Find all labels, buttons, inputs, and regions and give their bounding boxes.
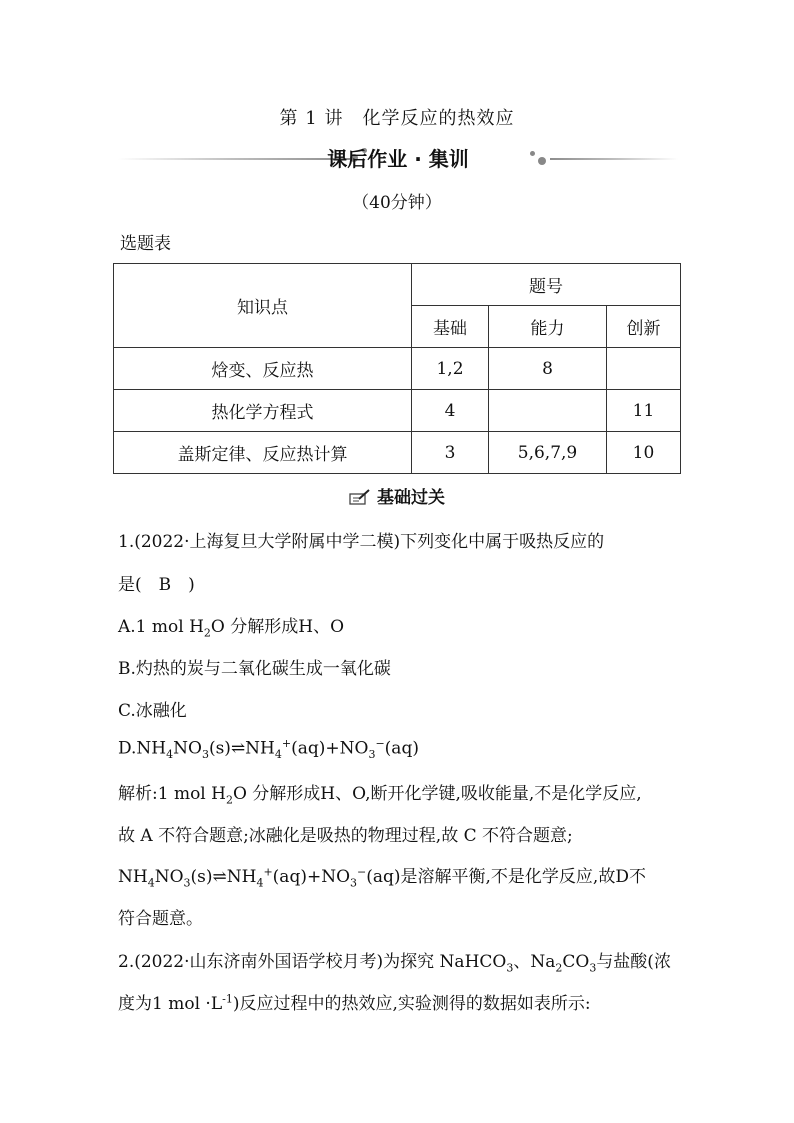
q1-stem-line2: 是( B ) xyxy=(118,575,195,595)
innovation-cell: 10 xyxy=(607,432,681,474)
section-heading xyxy=(0,483,794,508)
q1-option-d[interactable]: $D.NH_4NO_3(s)\rightleftharpoons NH_4^+(aq)+NO_3^-(aq)$ xyxy=(118,737,419,762)
q1-option-b[interactable]: B.灼热的炭与二氧化碳生成一氧化碳 xyxy=(118,659,391,679)
basic-cell: 3 xyxy=(412,432,489,474)
q1-analysis-line3: $NH_4NO_3(s)\rightleftharpoons NH_4^+(aq)+NO_3^-(aq)$是溶解平衡,不是化学反应,故D不 xyxy=(118,865,646,890)
q2-stem-line2: 度为1 mol $\cdot L^{-1}$)反应过程中的热效应,实验测得的数据如表所示: xyxy=(118,992,591,1014)
level-header-innovation: 创新 xyxy=(607,306,681,348)
table-row xyxy=(114,348,681,390)
level-header-ability: 能力 xyxy=(489,306,607,348)
q1-option-c[interactable]: C.冰融化 xyxy=(118,701,187,721)
topic-cell: 盖斯定律、反应热计算 xyxy=(114,432,412,474)
ability-cell: 8 xyxy=(489,348,607,390)
banner-dot-icon xyxy=(538,157,546,165)
pencil-note-icon xyxy=(349,489,371,505)
topic-cell: 焓变、反应热 xyxy=(114,348,412,390)
q1-answer: B xyxy=(158,575,172,595)
q2-stem-line1: 2.(2022·山东济南外国语学校月考)为探究 NaHCO$_3$、$Na_2CO_3$与盐酸(浓 xyxy=(118,952,671,975)
basic-cell: 1,2 xyxy=(412,348,489,390)
q1-stem-line1: 1.(2022·上海复旦大学附属中学二模)下列变化中属于吸热反应的 xyxy=(118,532,605,552)
table-row xyxy=(114,432,681,474)
homework-banner xyxy=(118,145,678,173)
q1-analysis-line2: 故 A 不符合题意;冰融化是吸热的物理过程,故 C 不符合题意; xyxy=(118,826,573,846)
knowledge-header: 知识点 xyxy=(114,264,412,348)
selection-table-label: 选题表 xyxy=(120,234,171,254)
table-row xyxy=(114,390,681,432)
q1-option-a[interactable]: A.1 mol $H_2O$ 分解形成H、O xyxy=(118,617,345,640)
basic-cell: 4 xyxy=(412,390,489,432)
section-title: 基础过关 xyxy=(377,488,445,508)
banner-right-rule xyxy=(550,158,678,160)
ability-cell xyxy=(489,390,607,432)
ability-cell: 5,6,7,9 xyxy=(489,432,607,474)
number-header: 题号 xyxy=(412,264,681,306)
banner-dot-icon xyxy=(530,151,535,156)
innovation-cell xyxy=(607,348,681,390)
banner-title: 课后作业 · 集训 xyxy=(327,147,469,171)
level-header-basic: 基础 xyxy=(412,306,489,348)
lesson-title: 第 1 讲 化学反应的热效应 xyxy=(279,108,515,129)
topic-cell: 热化学方程式 xyxy=(114,390,412,432)
q1-analysis-line4: 符合题意。 xyxy=(118,909,203,929)
innovation-cell: 11 xyxy=(607,390,681,432)
selection-table xyxy=(113,263,681,474)
q1-analysis-line1: 解析:1 mol $H_2O$ 分解形成H、O,断开化学键,吸收能量,不是化学反应, xyxy=(118,784,642,807)
time-limit: （40分钟） xyxy=(352,193,442,213)
